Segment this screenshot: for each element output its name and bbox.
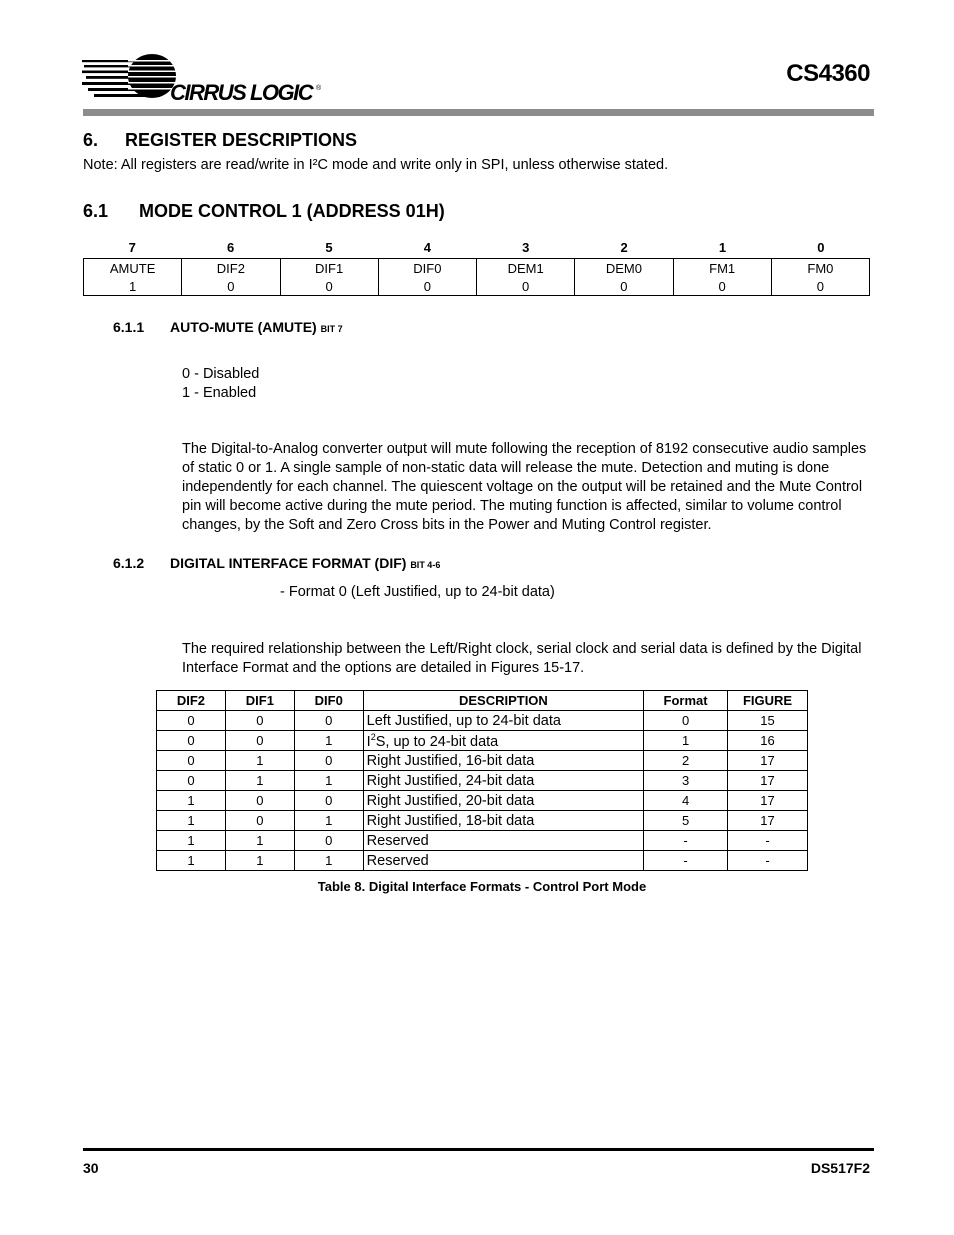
amute-number: 6.1.1 [113, 319, 145, 335]
register-default-value: 0 [477, 277, 575, 296]
column-header: DIF2 [157, 691, 226, 711]
table-cell: 1 [157, 831, 226, 851]
table-row [157, 811, 808, 831]
subsection-title: MODE CONTROL 1 (ADDRESS 01H) [139, 201, 445, 221]
amute-title: AUTO-MUTE (AMUTE) [170, 319, 317, 335]
i2s-suffix: S, up to 24-bit data [375, 733, 499, 750]
bit-number: 2 [620, 240, 628, 255]
table-cell: 0 [644, 711, 728, 731]
table-cell: 1 [225, 771, 294, 791]
table-cell [363, 731, 643, 751]
i2s-superscript: 2 [370, 731, 376, 742]
amute-bit: BIT 7 [320, 324, 343, 334]
table-row [157, 851, 808, 871]
bit-number: 1 [718, 240, 727, 255]
table-cell: 0 [157, 711, 226, 731]
subsection-number: 6.1 [83, 201, 109, 221]
table-cell: 17 [728, 811, 808, 831]
bit-number: 5 [325, 240, 333, 255]
table-cell: 1 [157, 811, 226, 831]
page-number: 30 [83, 1160, 99, 1176]
amute-heading [113, 319, 343, 335]
table-cell: 0 [225, 811, 294, 831]
register-field-name: FM0 [771, 259, 869, 278]
table-cell: 0 [225, 791, 294, 811]
dif-number: 6.1.2 [113, 555, 145, 571]
table-cell: - [644, 831, 728, 851]
table-cell: 2 [644, 751, 728, 771]
header-rule [83, 109, 874, 116]
dif-table-body [157, 711, 808, 871]
register-field-name: DEM1 [477, 259, 575, 278]
table-cell: 15 [728, 711, 808, 731]
table-cell: 5 [644, 811, 728, 831]
table-cell: 0 [294, 751, 363, 771]
bit-number: 3 [522, 240, 530, 255]
table-cell: 4 [644, 791, 728, 811]
subsection-heading [83, 201, 445, 222]
register-field-name: DIF1 [280, 259, 378, 278]
table-cell: 0 [225, 711, 294, 731]
amute-options [182, 365, 259, 403]
amute-option-disabled: 0 - Disabled [182, 366, 260, 382]
register-field-name: DIF0 [378, 259, 476, 278]
register-default-value: 0 [182, 277, 280, 296]
table-cell: 0 [294, 831, 363, 851]
table-cell: 1 [294, 851, 363, 871]
table-cell: 0 [157, 731, 226, 751]
table-row [157, 771, 808, 791]
logo-text: CIRRUS LOGIC [170, 80, 313, 104]
bit-number: 7 [128, 240, 136, 255]
i2s-prefix: I [366, 733, 371, 750]
table-cell: Right Justified, 18-bit data [363, 811, 643, 831]
table-cell: 1 [157, 851, 226, 871]
document-code: DS517F2 [810, 1160, 870, 1176]
register-names-row [84, 259, 870, 278]
table-cell: 1 [294, 771, 363, 791]
dif-bit: BIT 4-6 [410, 560, 441, 570]
table-cell: 16 [728, 731, 808, 751]
register-bit-numbers [83, 240, 870, 255]
bit-number: 0 [817, 240, 825, 255]
amute-option-enabled: 1 - Enabled [182, 385, 257, 401]
table-cell: 0 [294, 711, 363, 731]
dif-option: - Format 0 (Left Justified, up to 24-bit data) [280, 584, 555, 600]
column-header: DIF1 [225, 691, 294, 711]
table-cell: Right Justified, 16-bit data [363, 751, 643, 771]
section-title: REGISTER DESCRIPTIONS [125, 130, 358, 150]
register-field-name: FM1 [673, 259, 771, 278]
register-defaults-row [84, 277, 870, 296]
section-heading [83, 130, 357, 151]
column-header: Format [644, 691, 728, 711]
table-row [157, 751, 808, 771]
table-cell: 17 [728, 751, 808, 771]
table-cell: 1 [225, 831, 294, 851]
table-cell: 3 [644, 771, 728, 791]
table-cell: 0 [157, 751, 226, 771]
register-default-value: 0 [771, 277, 869, 296]
dif-formats-table [156, 690, 808, 871]
column-header: DIF0 [294, 691, 363, 711]
register-field-name: DEM0 [575, 259, 673, 278]
registered-mark: ® [316, 85, 322, 92]
table-cell: Right Justified, 20-bit data [363, 791, 643, 811]
section-note: Note: All registers are read/write in I²C mode and write only in SPI, unless otherwise stated. [83, 157, 669, 173]
table-row [157, 711, 808, 731]
part-number: CS4360 [786, 60, 870, 87]
amute-description: The Digital-to-Analog converter output will mute following the reception of 8192 consecutive audio samples of static 0 or 1. A single sample of non-static data will release the mute. Detection and muting is done independently for each channel. The quiescent voltage on the output will be retained and the Mute Control pin will become active during the mute period. The muting function is affected, similar to volume control changes, by the Soft and Zero Cross bits in the Power and Muting Control register. [182, 441, 867, 533]
column-header: DESCRIPTION [363, 691, 643, 711]
register-field-name: AMUTE [84, 259, 182, 278]
table-cell: 1 [294, 811, 363, 831]
table-caption: Table 8. Digital Interface Formats - Control Port Mode [317, 879, 647, 894]
table-cell: 17 [728, 771, 808, 791]
table-cell: Reserved [363, 851, 643, 871]
table-header-row [157, 691, 808, 711]
section-number: 6. [83, 130, 99, 150]
table-cell: 1 [644, 731, 728, 751]
dif-heading [113, 555, 440, 571]
table-cell: 0 [225, 731, 294, 751]
table-cell: - [728, 851, 808, 871]
table-cell: 1 [225, 751, 294, 771]
table-cell: - [728, 831, 808, 851]
register-map-table [83, 258, 870, 296]
table-cell: 0 [157, 771, 226, 791]
register-default-value: 0 [575, 277, 673, 296]
table-cell: 1 [225, 851, 294, 871]
table-cell: 17 [728, 791, 808, 811]
table-cell: 1 [294, 731, 363, 751]
table-cell: 0 [294, 791, 363, 811]
table-cell: Left Justified, up to 24-bit data [363, 711, 643, 731]
register-default-value: 0 [673, 277, 771, 296]
register-default-value: 0 [280, 277, 378, 296]
bit-number: 4 [423, 240, 431, 255]
register-default-value: 1 [84, 277, 182, 296]
dif-title: DIGITAL INTERFACE FORMAT (DIF) [170, 555, 407, 571]
footer-rule [83, 1148, 874, 1151]
cirrus-logic-logo [80, 48, 330, 104]
table-row [157, 731, 808, 751]
table-cell: 1 [157, 791, 226, 811]
table-cell: - [644, 851, 728, 871]
register-field-name: DIF2 [182, 259, 280, 278]
bit-number: 6 [226, 240, 235, 255]
table-cell: Reserved [363, 831, 643, 851]
register-default-value: 0 [378, 277, 476, 296]
column-header: FIGURE [728, 691, 808, 711]
dif-description: The required relationship between the Left/Right clock, serial clock and serial data is defined by the Digital Interface Format and the options are detailed in Figures 15-17. [182, 641, 862, 676]
table-cell: Right Justified, 24-bit data [363, 771, 643, 791]
table-row [157, 791, 808, 811]
table-row [157, 831, 808, 851]
